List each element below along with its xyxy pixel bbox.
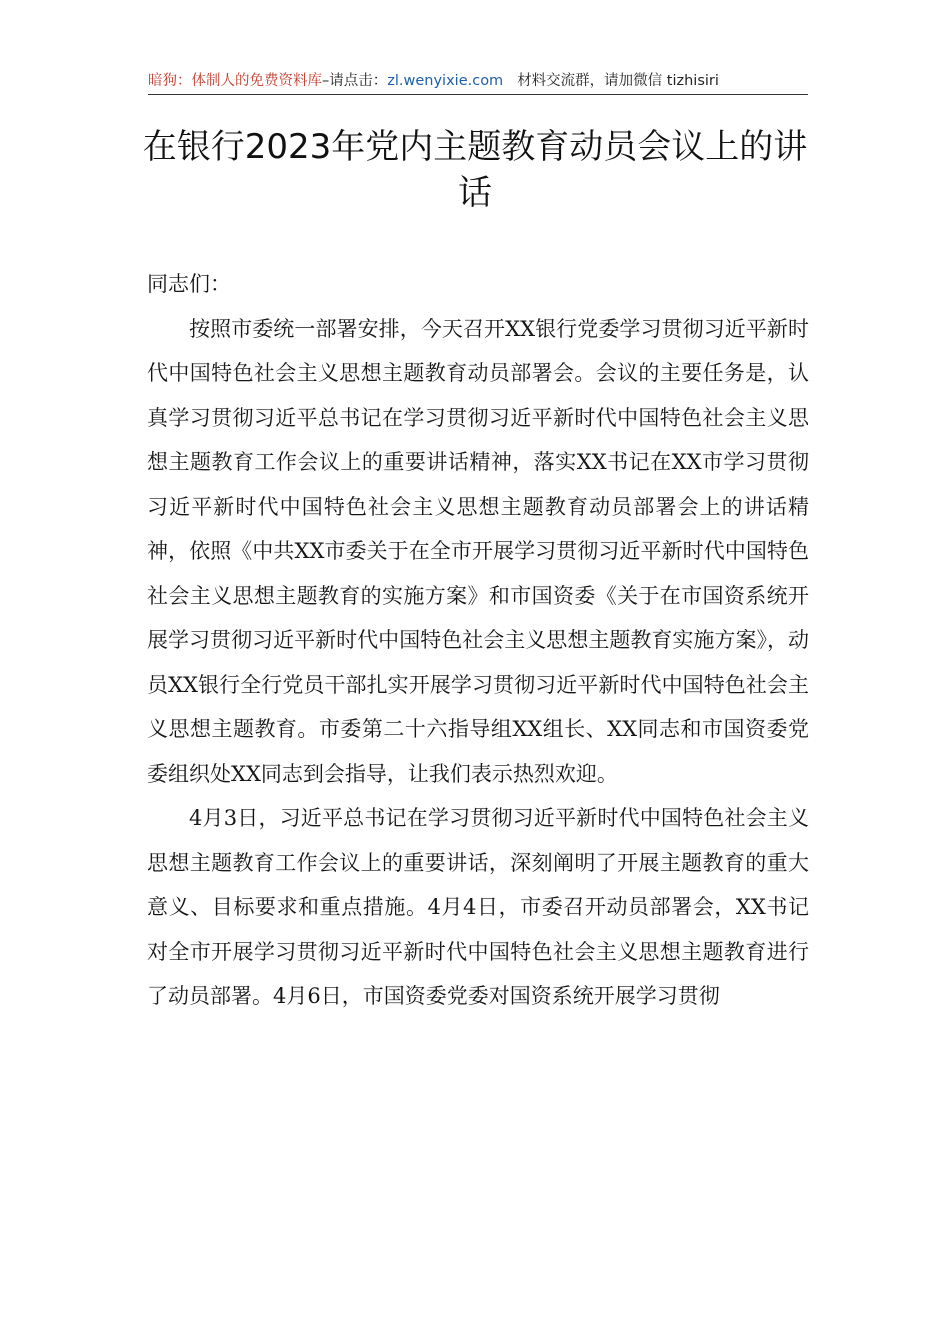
document-body: [147, 262, 809, 1019]
paragraph-1: 按照市委统一部署安排，今天召开XX银行党委学习贯彻习近平新时代中国特色社会主义思想主题教育动员部署会。会议的主要任务是，认真学习贯彻习近平总书记在学习贯彻习近平新时代中国特色社会主义思想主题教育工作会议上的重要讲话精神，落实XX书记在XX市学习贯彻习近平新时代中国特色社会主义思想主题教育动员部署会上的讲话精神，依照《中共XX市委关于在全市开展学习贯彻习近平新时代中国特色社会主义思想主题教育的实施方案》和市国资委《关于在市国资系统开展学习贯彻习近平新时代中国特色社会主义思想主题教育实施方案》，动员XX银行全行党员干部扎实开展学习贯彻习近平新时代中国特色社会主义思想主题教育。市委第二十六指导组XX组长、XX同志和市国资委党委组织处XX同志到会指导，让我们表示热烈欢迎。: [147, 316, 809, 786]
paragraph-2: 4月3日，习近平总书记在学习贯彻习近平新时代中国特色社会主义思想主题教育工作会议上的重要讲话，深刻阐明了开展主题教育的重大意义、目标要求和重点措施。4月4日，市委召开动员部署会，XX书记对全市开展学习贯彻习近平新时代中国特色社会主义思想主题教育进行了动员部署。4月6日，市国资委党委对国资系统开展学习贯彻: [147, 806, 809, 1008]
header-group-note: 材料交流群，请加微信 tizhisiri: [517, 73, 719, 89]
header-url-link[interactable]: zl.wenyixie.com: [387, 73, 504, 89]
salutation: 同志们：: [147, 272, 231, 296]
document-title: 在银行2023年党内主题教育动员会议上的讲话: [142, 127, 808, 213]
header-brand: 暗狗：体制人的免费资料库: [148, 73, 322, 89]
header-click-prompt: –请点击：: [322, 73, 388, 89]
page-header: [148, 70, 808, 95]
